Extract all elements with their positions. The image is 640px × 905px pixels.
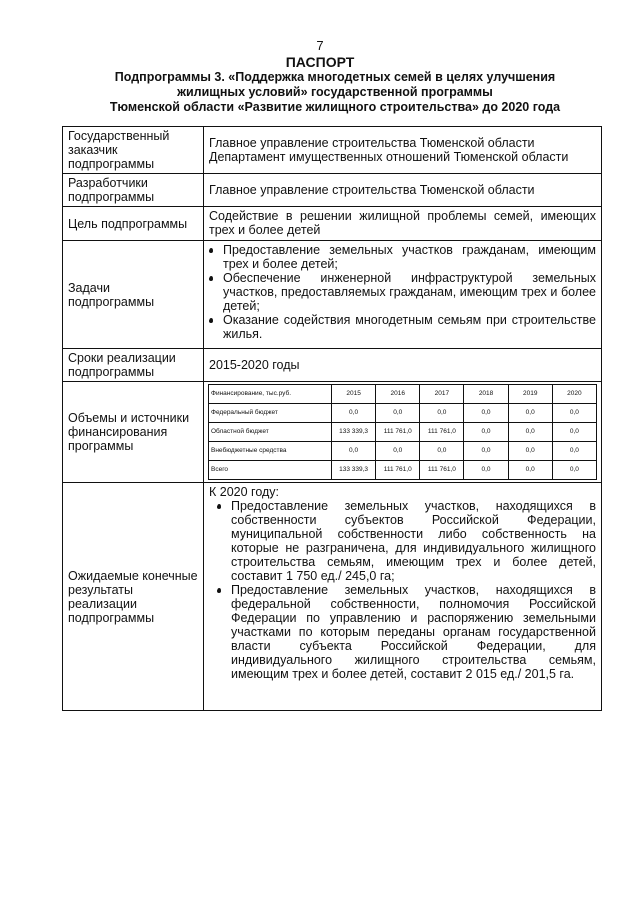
customer-line: Главное управление строительства Тюменской области: [209, 136, 535, 150]
financing-value-cell: 0,0: [464, 404, 508, 423]
row-goal: [63, 207, 602, 241]
customer-line: Департамент имущественных отношений Тюменской области: [209, 150, 569, 164]
financing-value-cell: 0,0: [508, 404, 552, 423]
financing-value-cell: 2019: [508, 385, 552, 404]
goal-label: Цель подпрограммы: [63, 207, 204, 241]
financing-value-cell: 0,0: [420, 404, 464, 423]
financing-value-cell: 133 339,3: [332, 461, 376, 480]
list-item: • • Оказание содействия многодетным семьям при строительстве жилья.: [223, 313, 596, 341]
list-item: • • Предоставление земельных участков, находящихся в федеральной собственности, полномочия Российской Федерации по управлению и распоряжению земельными участками по которым переданы органам государственной власти субъекта Российской Федерации, для индивидуального жилищного строительства семьям, имеющим трех и более детей, составит 2 015 ед./ 201,5 га.: [231, 583, 596, 681]
financing-value-cell: 0,0: [464, 442, 508, 461]
tasks-value: [204, 241, 602, 349]
financing-value-cell: 111 761,0: [420, 461, 464, 480]
financing-value-cell: 111 761,0: [376, 423, 420, 442]
developers-label: Разработчики подпрограммы: [63, 174, 204, 207]
list-item: • • Предоставление земельных участков, находящихся в собственности субъектов Российской Федерации, муниципальной собственности либо собственность на которые не разграничена, для индивидуального жилищного строительства семьям, имеющим трех и более детей, составит 1 750 ед./ 245,0 га;: [231, 499, 596, 583]
results-intro: К 2020 году:: [209, 485, 280, 499]
tasks-label: Задачи подпрограммы: [63, 241, 204, 349]
financing-row: [209, 423, 597, 442]
financing-value-cell: 2015: [332, 385, 376, 404]
list-item: • • Предоставление земельных участков гражданам, имеющим трех и более детей;: [223, 243, 596, 271]
financing-value: [204, 382, 602, 483]
list-item: • • Обеспечение инженерной инфраструктурой земельных участков, предоставляемых гражданам, имеющим трех и более детей;: [223, 271, 596, 313]
financing-value-cell: 0,0: [376, 442, 420, 461]
customer-label: Государственный заказчик подпрограммы: [63, 127, 204, 174]
tasks-list: [209, 243, 596, 341]
financing-value-cell: 111 761,0: [376, 461, 420, 480]
financing-value-cell: 111 761,0: [420, 423, 464, 442]
financing-value-cell: 2017: [420, 385, 464, 404]
financing-value-cell: 0,0: [464, 461, 508, 480]
row-results: [63, 483, 602, 711]
document-subtitle: [90, 70, 580, 115]
terms-value: 2015-2020 годы: [204, 349, 602, 382]
financing-source-cell: Федеральный бюджет: [209, 404, 332, 423]
financing-source-cell: Внебюджетные средства: [209, 442, 332, 461]
financing-value-cell: 0,0: [376, 404, 420, 423]
financing-value-cell: 0,0: [464, 423, 508, 442]
financing-value-cell: 0,0: [552, 461, 596, 480]
passport-table: [62, 126, 602, 711]
financing-value-cell: 0,0: [508, 461, 552, 480]
developers-value: Главное управление строительства Тюменской области: [204, 174, 602, 207]
subtitle-line: Подпрограммы 3. «Поддержка многодетных семей в целях улучшения: [114, 70, 556, 84]
subtitle-line: Тюменской области «Развитие жилищного строительства» до 2020 года: [109, 100, 561, 114]
financing-source-cell: Всего: [209, 461, 332, 480]
financing-source-cell: Финансирование, тыс.руб.: [209, 385, 332, 404]
financing-value-cell: 0,0: [332, 442, 376, 461]
financing-value-cell: 2020: [552, 385, 596, 404]
financing-row: [209, 461, 597, 480]
goal-value: Содействие в решении жилищной проблемы семей, имеющих трех и более детей: [204, 207, 602, 241]
financing-value-cell: 0,0: [552, 442, 596, 461]
financing-value-cell: 2018: [464, 385, 508, 404]
financing-row: [209, 442, 597, 461]
financing-row: [209, 404, 597, 423]
row-customer: [63, 127, 602, 174]
row-terms: [63, 349, 602, 382]
row-tasks: [63, 241, 602, 349]
page-number: 7: [316, 38, 324, 53]
subtitle-line: жилищных условий» государственной программы: [177, 85, 493, 99]
financing-table: [208, 384, 597, 480]
row-developers: [63, 174, 602, 207]
terms-label: Сроки реализации подпрограммы: [63, 349, 204, 382]
financing-value-cell: 0,0: [420, 442, 464, 461]
financing-value-cell: 0,0: [552, 423, 596, 442]
financing-value-cell: 0,0: [508, 442, 552, 461]
financing-label: Объемы и источники финансирования программы: [63, 382, 204, 483]
customer-value: [204, 127, 602, 174]
row-financing: [63, 382, 602, 483]
financing-header-row: [209, 385, 597, 404]
results-value: [204, 483, 602, 711]
financing-value-cell: 0,0: [332, 404, 376, 423]
results-list: [209, 499, 596, 681]
document-title: ПАСПОРТ: [285, 54, 355, 70]
financing-source-cell: Областной бюджет: [209, 423, 332, 442]
financing-value-cell: 0,0: [508, 423, 552, 442]
financing-value-cell: 133 339,3: [332, 423, 376, 442]
results-label: Ожидаемые конечные результаты реализации подпрограммы: [63, 483, 204, 711]
financing-value-cell: 0,0: [552, 404, 596, 423]
financing-value-cell: 2016: [376, 385, 420, 404]
